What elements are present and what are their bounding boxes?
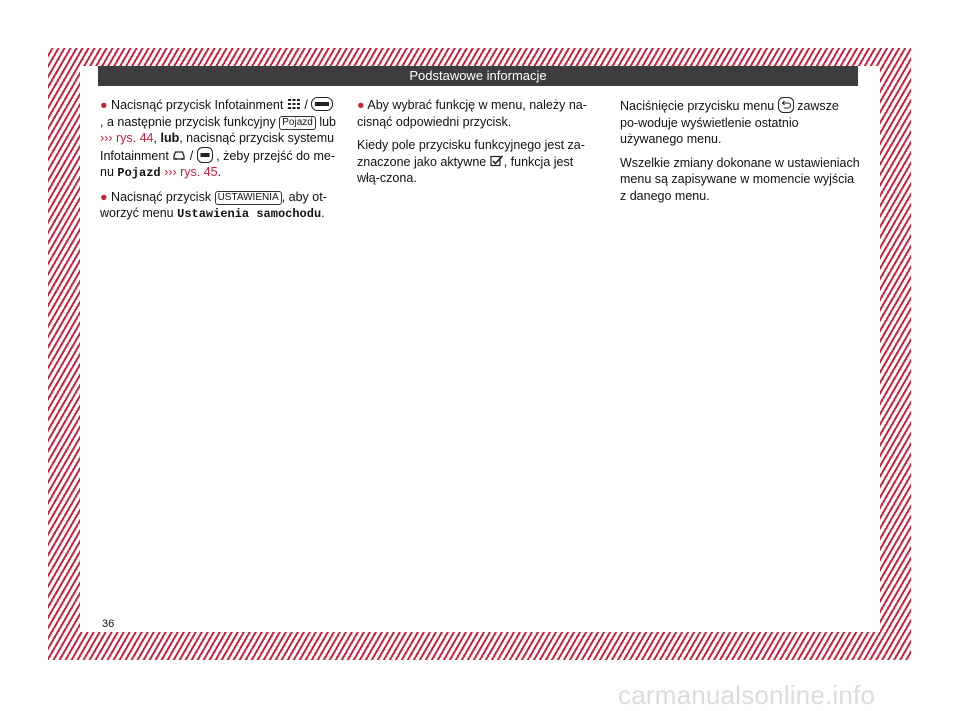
bullet: ● xyxy=(100,98,108,112)
ustawienia-button-label: USTAWIENIA xyxy=(215,191,282,205)
bullet: ● xyxy=(100,189,108,204)
car-icon xyxy=(172,149,186,161)
paragraph: ● Nacisnąć przycisk Infotainment / , a następnie przycisk funkcyjny Pojazd lub ››› rys. 44, lub, nacisnąć przycisk systemu Infotainment / , żeby przejść do me-nu Pojazd ››› rys. 45. xyxy=(100,98,337,180)
paragraph: ● Aby wybrać funkcję w menu, należy na-cisnąć odpowiedni przycisk. xyxy=(357,98,587,129)
bullet: ● xyxy=(357,98,365,112)
page-header xyxy=(98,66,858,86)
column-middle xyxy=(357,97,597,194)
page-number: 36 xyxy=(102,618,115,630)
paragraph: Wszelkie zmiany dokonane w ustawieniach menu są zapisywane w momencie wyjścia z danego menu. xyxy=(620,155,860,203)
paragraph: Naciśnięcie przycisku menu zawsze po-woduje wyświetlenie ostatnio używanego menu. xyxy=(620,99,839,146)
menu-grid-icon xyxy=(287,98,301,110)
paragraph: ● Nacisnąć przycisk USTAWIENIA , aby ot-worzyć menu Ustawienia samochodu. xyxy=(100,189,327,221)
car-button-icon xyxy=(197,147,213,163)
column-right xyxy=(620,97,860,211)
figure-reference[interactable]: rys. 44 xyxy=(115,131,154,145)
figure-reference[interactable]: rys. 45 xyxy=(180,165,218,179)
paragraph: Kiedy pole przycisku funkcyjnego jest za-znaczone jako aktywne , funkcja jest włą-czona. xyxy=(357,138,585,185)
menu-button-icon xyxy=(311,97,333,111)
checkbox-checked-icon xyxy=(490,155,504,167)
back-arrow-icon xyxy=(778,97,794,113)
pojazd-button-label: Pojazd xyxy=(279,116,316,130)
page-header-title: Podstawowe informacje xyxy=(409,68,547,83)
watermark: carmanualsonline.info xyxy=(618,680,876,710)
column-left xyxy=(100,97,340,230)
